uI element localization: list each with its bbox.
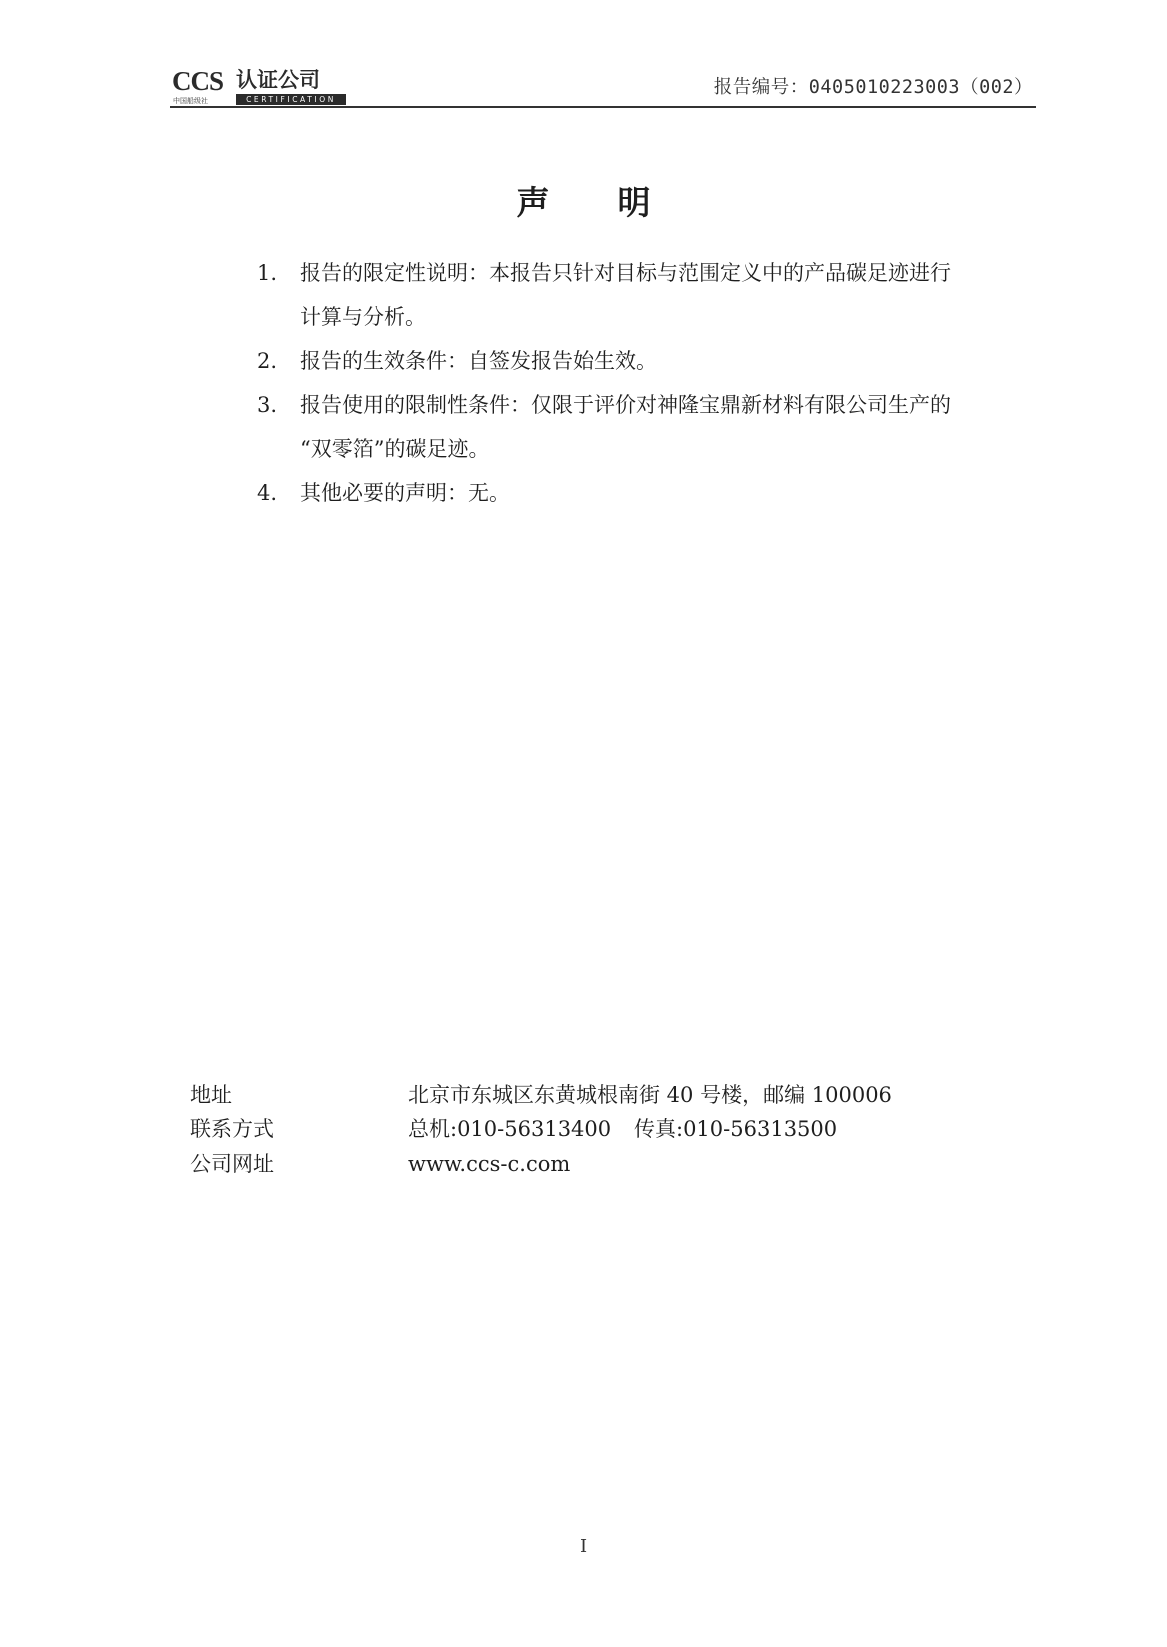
statement-number: 3.: [257, 393, 278, 417]
address-value: 北京市东城区东黄城根南街 40 号楼，邮编 100006: [408, 1083, 892, 1107]
logo-brand: CCS: [172, 66, 224, 96]
statement-text-continued: “双零箔”的碳足迹。: [300, 437, 490, 461]
statement-text: 报告的限定性说明：本报告只针对目标与范围定义中的产品碳足迹进行: [300, 261, 951, 285]
website-link[interactable]: www.ccs-c.com: [408, 1152, 571, 1176]
logo-name-cn: 认证公司: [236, 68, 320, 92]
statement-number: 4.: [257, 481, 278, 505]
report-number: 报告编号：0405010223003（002）: [713, 77, 1033, 98]
phone-label: 联系方式: [190, 1117, 274, 1141]
address-label: 地址: [190, 1083, 232, 1107]
page-number: I: [579, 1536, 588, 1557]
logo-sub-cn: 中国船级社: [173, 97, 208, 105]
statement-text-continued: 计算与分析。: [300, 305, 426, 329]
page-title: 声明: [516, 183, 719, 222]
phone-fax: 传真:010-56313500: [634, 1117, 838, 1141]
statement-number: 2.: [257, 349, 278, 373]
logo-sub-en: CERTIFICATION: [236, 94, 346, 105]
statement-number: 1.: [257, 261, 278, 285]
statement-text: 其他必要的声明：无。: [300, 481, 510, 505]
statement-text: 报告使用的限制性条件：仅限于评价对神隆宝鼎新材料有限公司生产的: [300, 393, 951, 417]
website-label: 公司网址: [190, 1152, 274, 1176]
header-divider: [170, 106, 1036, 108]
phone-main: 总机:010-56313400: [408, 1117, 612, 1141]
statement-text: 报告的生效条件：自签发报告始生效。: [300, 349, 657, 373]
ccs-logo: [172, 66, 352, 108]
